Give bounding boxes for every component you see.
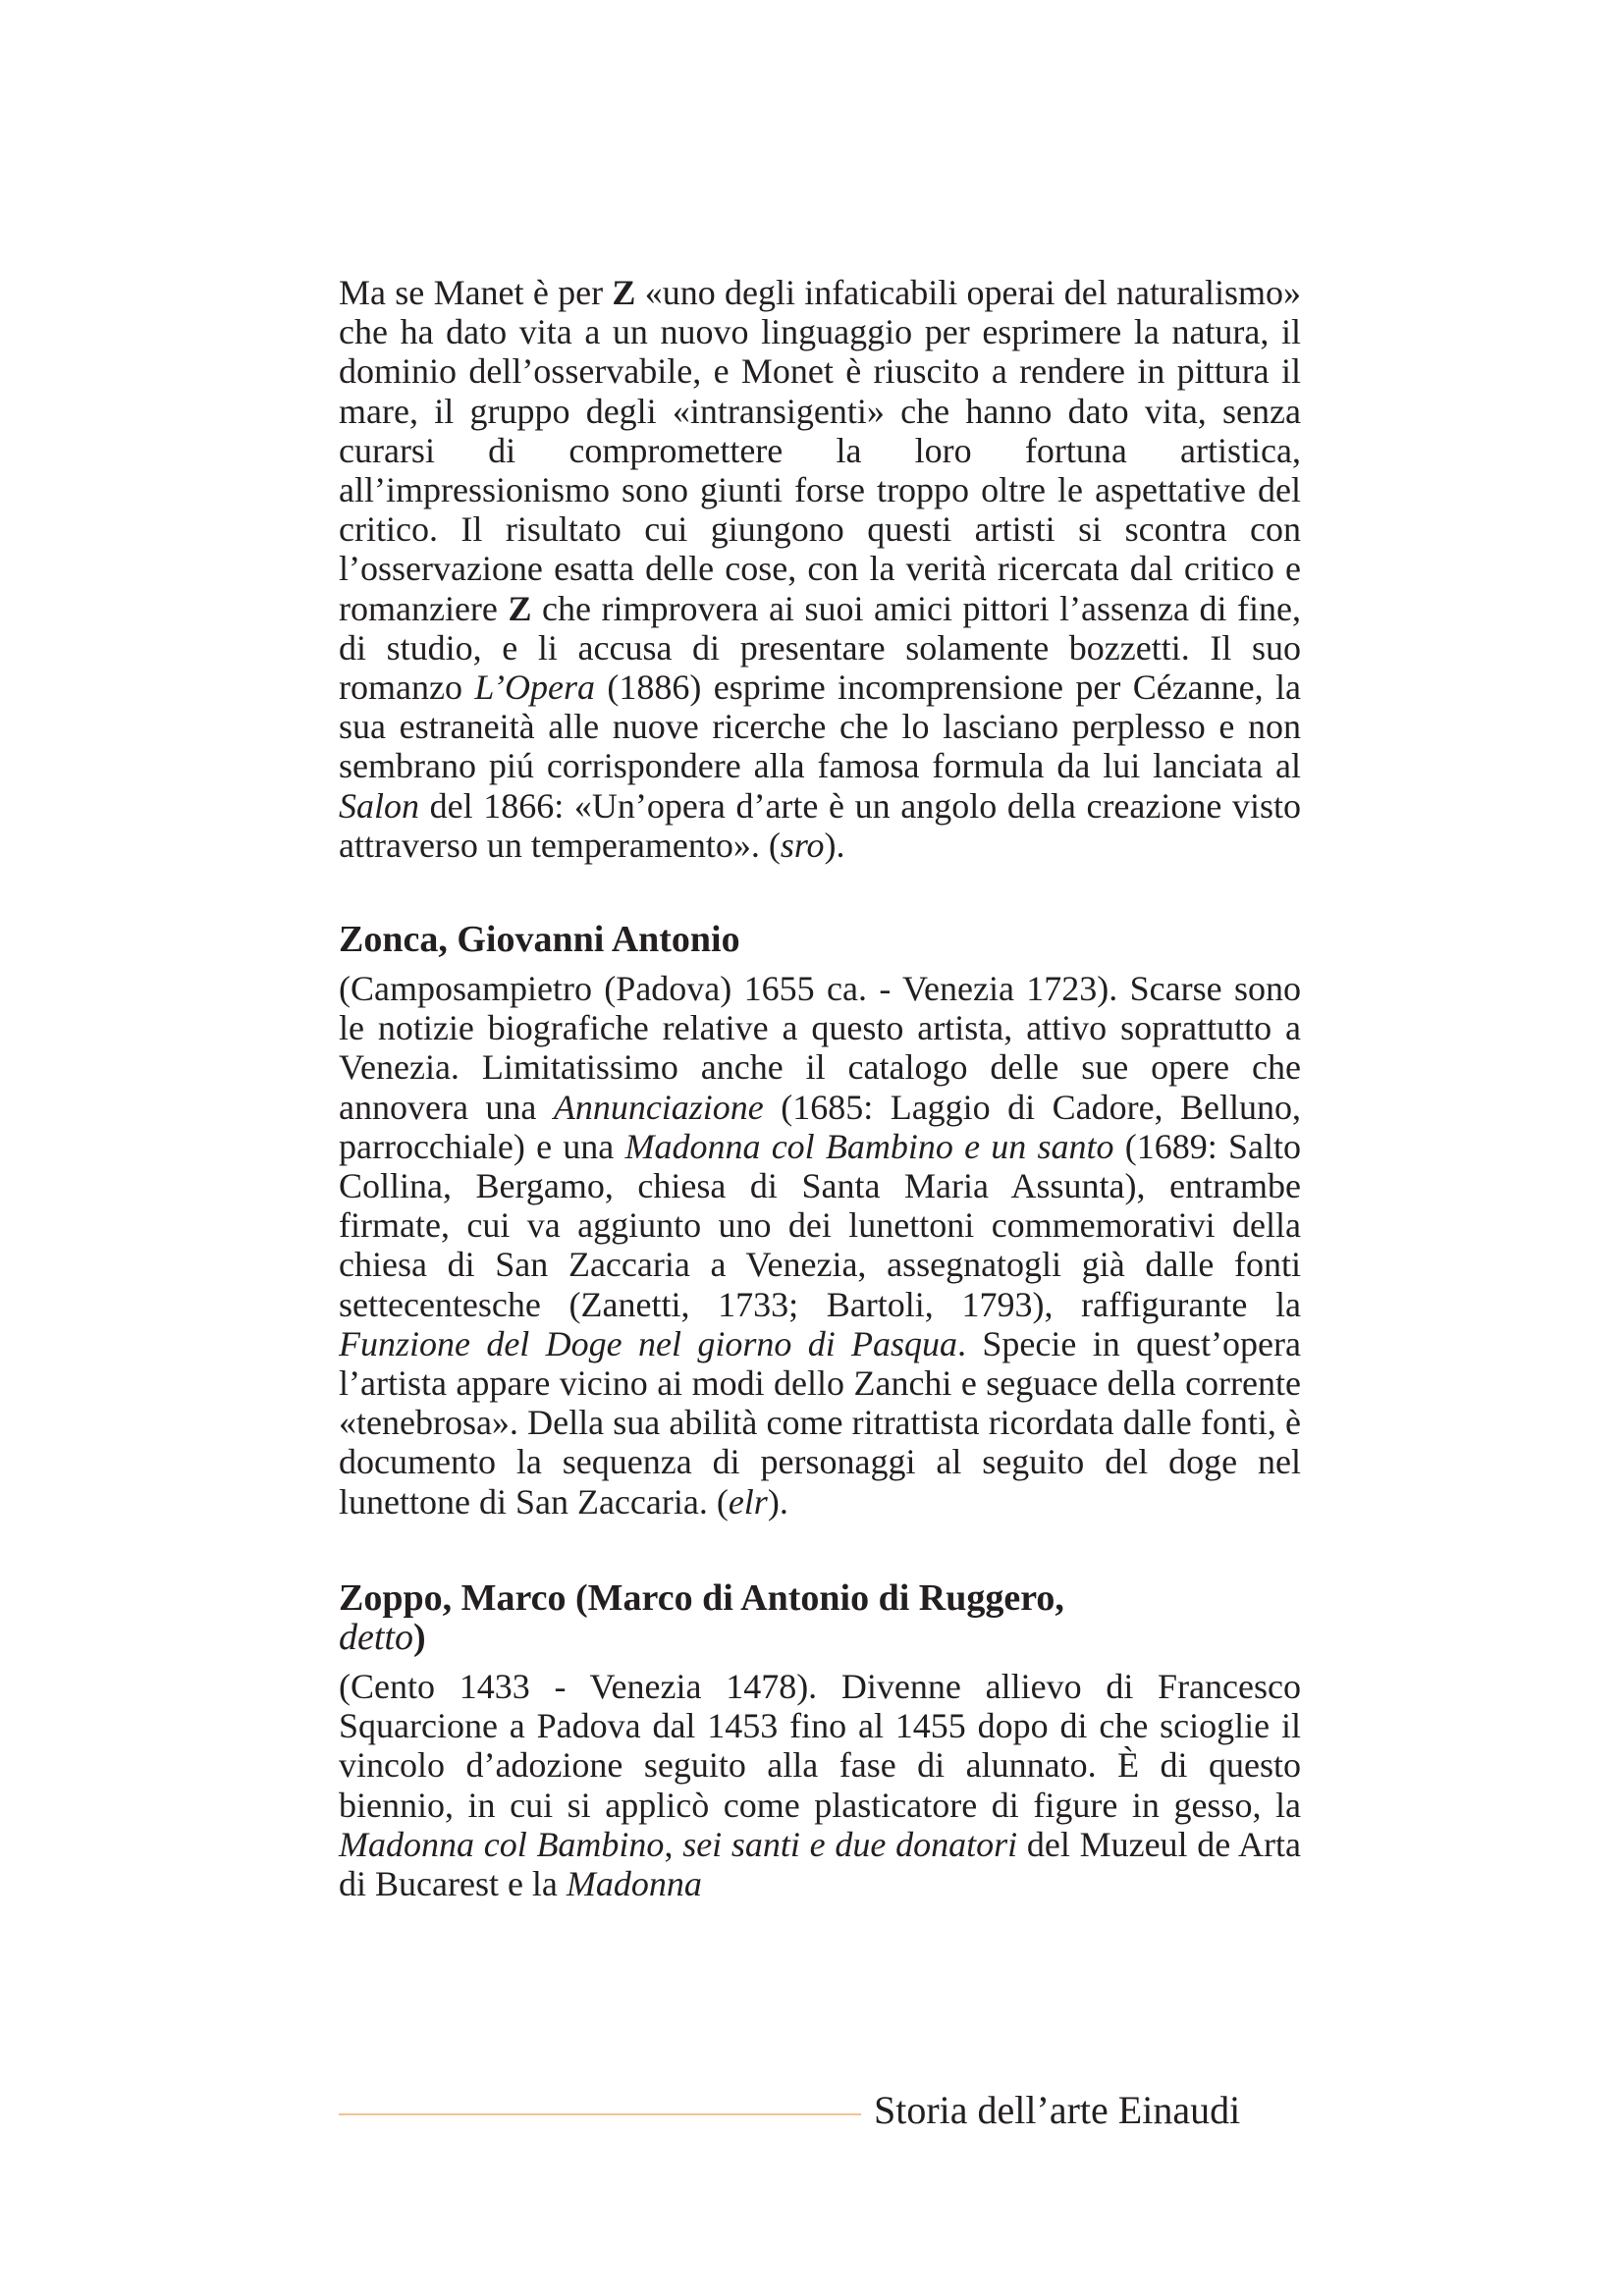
author-signature: sro xyxy=(780,825,825,865)
work-title: Madonna col Bambino e un santo xyxy=(624,1126,1114,1166)
work-title: Madonna col Bambino xyxy=(339,1824,665,1864)
author-initial: Z xyxy=(508,588,532,628)
entry-body-zoppo: (Cento 1433 - Venezia 1478). Divenne allievo di Francesco Squarcione a Padova dal 1453 fino al 1455 dopo di che scioglie il vincolo d’adozione seguito alla fase di alunnato. È di questo biennio, in cui si applicò come plasticatore di figure in gesso, la Madonna col Bambino, sei santi e due donatori del Muzeul de Arta di Bucarest e la Madonna xyxy=(339,1666,1301,1903)
work-title: Funzione del Doge nel giorno di Pasqua xyxy=(339,1323,958,1363)
entry-title-zoppo: Zoppo, Marco (Marco di Antonio di Ruggero, detto) xyxy=(339,1576,1064,1658)
entry-title-zonca: Zonca, Giovanni Antonio xyxy=(339,919,740,961)
work-title: Madonna xyxy=(566,1863,702,1903)
footer-publisher: Storia dell’arte Einaudi xyxy=(874,2088,1241,2132)
entry-body-zonca: (Camposampietro (Padova) 1655 ca. - Venezia 1723). Scarse sono le notizie biografiche relative a questo artista, attivo soprattutto a Venezia. Limitatissimo anche il catalogo delle sue opere che annovera una Annunciazione (1685: Laggio di Cadore, Belluno, parrocchiale) e una Madonna col Bambino e un santo (1689: Salto Collina, Bergamo, chiesa di Santa Maria Assunta), entrambe firmate, cui va aggiunto uno dei lunettoni commemorativi della chiesa di San Zaccaria a Venezia, assegnatogli già dalle fonti settecentesche (Zanetti, 1733; Bartoli, 1793), raffigurante la Funzione del Doge nel giorno di Pasqua. Specie in quest’opera l’artista appare vicino ai modi dello Zanchi e seguace della corrente «tenebrosa». Della sua abilità come ritrattista ricordata dalle fonti, è documento la sequenza di personaggi al seguito del doge nel lunettone di San Zaccaria. (elr). xyxy=(339,969,1301,1522)
page-content xyxy=(339,273,1301,1903)
author-initial: Z xyxy=(612,273,636,312)
author-signature: elr xyxy=(728,1481,768,1522)
paragraph-zola-continuation: Ma se Manet è per Z «uno degli infaticabili operai del naturalismo» che ha dato vita a un nuovo linguaggio per esprimere la natura, il dominio dell’osservabile, e Monet è riuscito a rendere in pittura il mare, il gruppo degli «intransigenti» che hanno dato vita, senza curarsi di compromettere la loro fortuna artistica, all’impressionismo sono giunti forse troppo oltre le aspettative del critico. Il risultato cui giungono questi artisti si scontra con l’osservazione esatta delle cose, con la verità ricercata dal critico e romanziere Z che rimprovera ai suoi amici pittori l’assenza di fine, di studio, e li accusa di presentare solamente bozzetti. Il suo romanzo L’Opera (1886) esprime incomprensione per Cézanne, la sua estraneità alle nuove ricerche che lo lasciano perplesso e non sembrano piú corrispondere alla famosa formula da lui lanciata al Salon del 1866: «Un’opera d’arte è un angolo della creazione visto attraverso un temperamento». (sro). xyxy=(339,273,1302,865)
work-title: sei santi e due donatori xyxy=(682,1824,1018,1864)
work-title: L’Opera xyxy=(474,667,595,708)
work-title: Salon xyxy=(339,785,420,826)
footer-rule xyxy=(339,2113,861,2115)
work-title: Annunciazione xyxy=(553,1087,764,1127)
